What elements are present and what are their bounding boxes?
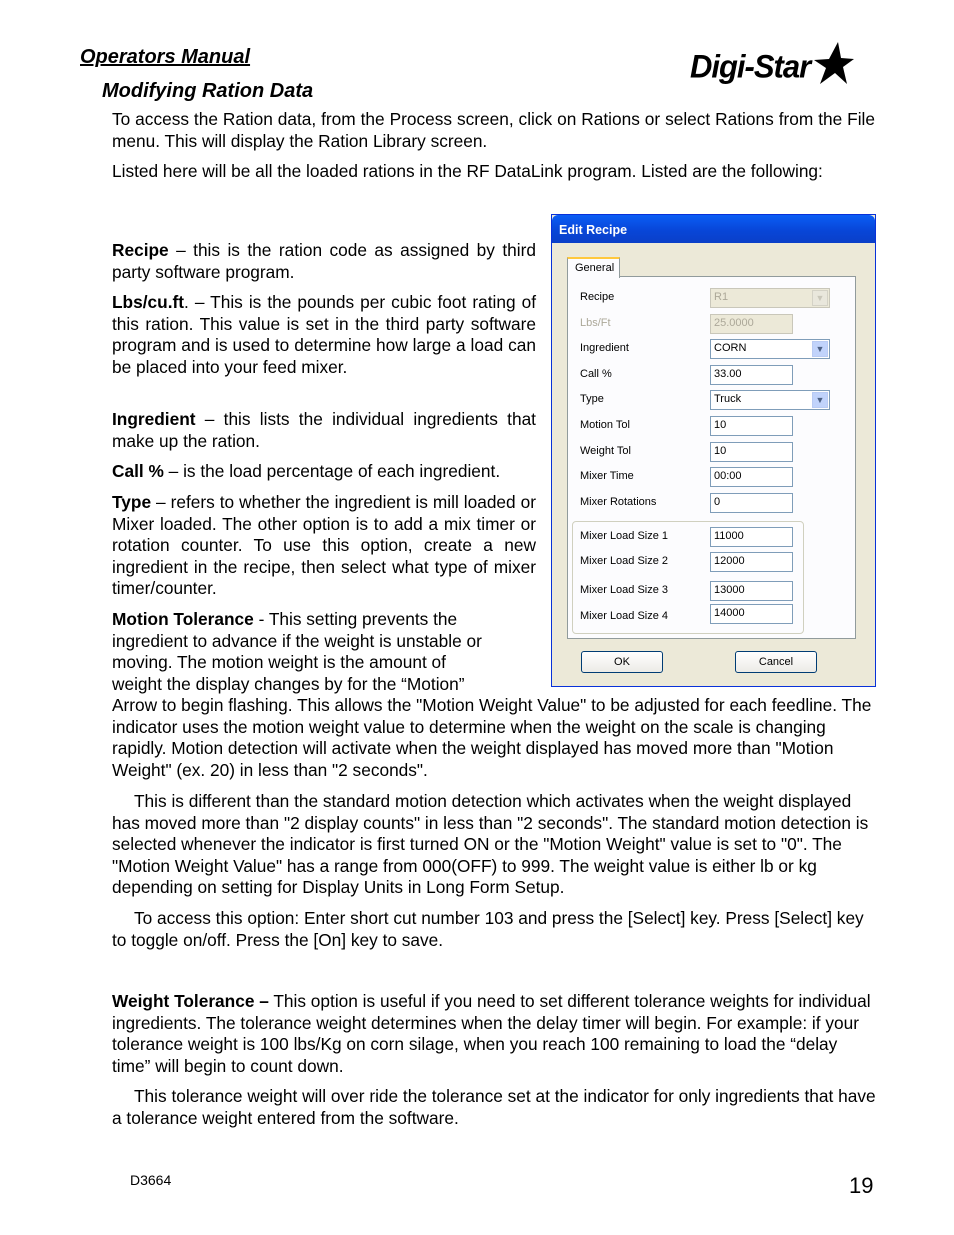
lbs-description <box>112 292 536 378</box>
ingredient-label: Ingredient <box>580 342 629 354</box>
star-icon <box>808 42 854 86</box>
weight-tolerance-text: This option is useful if you need to set different tolerance weights for individual ingredients. The tolerance weight determines when the delay timer will begin. For example: if your tolerance weight is 100 lbs/Kg on corn silage, when you reach 100 remaining to load the “delay time” will begin to count down. <box>112 991 871 1076</box>
dialog-title-bar <box>552 215 875 243</box>
cancel-button[interactable]: Cancel <box>735 651 817 673</box>
ingredient-text: – this lists the individual ingredients that make up the ration. <box>112 409 536 451</box>
edit-recipe-dialog <box>551 214 876 687</box>
call-text: – is the load percentage of each ingredient. <box>163 461 501 481</box>
mixer-load-4-label: Mixer Load Size 4 <box>580 610 669 622</box>
logo-text: Digi-Star <box>690 48 811 85</box>
mixer-load-1-label: Mixer Load Size 1 <box>580 530 669 542</box>
ingredient-select[interactable] <box>710 339 830 359</box>
weight-tolerance-paragraph <box>112 991 877 1077</box>
recipe-label: Recipe <box>580 291 615 303</box>
type-select[interactable] <box>710 390 830 410</box>
type-text: – refers to whether the ingredient is mill loaded or Mixer loaded. The other option is to add a mix timer or rotation counter. To use this option, create a new ingredient in the recipe, then select what type of mixer timer/counter. <box>112 492 536 599</box>
mixer-load-2-field[interactable]: 12000 <box>710 552 793 572</box>
lbs-text: . – This is the pounds per cubic foot rating of this ration. This value is set in the third party software program and is used to determine how large a load can be placed into your feed mixer. <box>112 292 536 377</box>
chevron-down-icon[interactable]: ▼ <box>812 341 828 357</box>
motion-tol-label: Motion Tol <box>580 419 630 431</box>
mixer-time-label: Mixer Time <box>580 470 634 482</box>
dialog-title: Edit Recipe <box>559 223 628 237</box>
access-option-paragraph: To access this option: Enter short cut number 103 and press the [Select] key. Press [Select] key to toggle on/off. Press the [On] key to save. <box>112 908 864 950</box>
lbs-ft-field: 25.0000 <box>710 314 793 334</box>
type-description <box>112 492 536 600</box>
motion-line-1 <box>112 609 542 631</box>
ingredient-description <box>112 409 536 452</box>
term-lbs: Lbs/cu.ft <box>112 292 185 312</box>
motion-line-4: weight the display changes by for the “Motion” <box>112 673 465 694</box>
recipe-select-value: R1 <box>714 291 729 303</box>
chevron-down-icon: ▼ <box>812 290 828 306</box>
mixer-load-1-field[interactable]: 11000 <box>710 527 793 547</box>
type-select-value: Truck <box>714 393 742 405</box>
motion-line-2: ingredient to advance if the weight is unstable or <box>112 630 482 651</box>
motion-description-head <box>112 609 542 695</box>
mixer-load-2-label: Mixer Load Size 2 <box>580 555 669 567</box>
motion-tol-field[interactable]: 10 <box>710 416 793 436</box>
motion-line-1-text: - This setting prevents the <box>253 609 458 629</box>
motion-line-3: moving. The motion weight is the amount of <box>112 652 446 673</box>
call-description <box>112 461 536 483</box>
intro-paragraph-2: Listed here will be all the loaded rations in the RF DataLink program. Listed are the following: <box>112 161 823 181</box>
intro-paragraph-1: To access the Ration data, from the Process screen, click on Rations or select Rations from the File menu. This will display the Ration Library screen. <box>112 109 875 151</box>
recipe-select <box>710 288 830 308</box>
page-number: 19 <box>849 1173 874 1198</box>
doc-code: D3664 <box>130 1172 172 1188</box>
lbs-ft-label: Lbs/Ft <box>580 317 611 329</box>
mixer-time-field[interactable]: 00:00 <box>710 467 793 487</box>
term-motion: Motion Tolerance <box>112 609 254 629</box>
term-recipe: Recipe <box>112 240 169 260</box>
term-weight-tolerance: Weight Tolerance – <box>112 991 269 1011</box>
term-ingredient: Ingredient <box>112 409 196 429</box>
mixer-load-4-field[interactable]: 14000 <box>710 604 793 624</box>
weight-tol-field[interactable]: 10 <box>710 442 793 462</box>
ingredient-select-value: CORN <box>714 342 747 354</box>
override-paragraph: This tolerance weight will over ride the tolerance set at the indicator for only ingredients that have a tolerance weight entered from the software. <box>112 1086 876 1128</box>
chevron-down-icon[interactable]: ▼ <box>812 392 828 408</box>
term-call: Call % <box>112 461 164 481</box>
section-title: Modifying Ration Data <box>102 80 314 102</box>
mixer-load-3-field[interactable]: 13000 <box>710 581 793 601</box>
recipe-description <box>112 240 536 283</box>
mixer-load-3-label: Mixer Load Size 3 <box>580 584 669 596</box>
tab-general[interactable]: General <box>567 257 620 278</box>
motion-description-rest: Arrow to begin flashing. This allows the "Motion Weight Value" to be adjusted for each feedline. The indicator uses the motion weight value to determine when the weight on the scale is changing rapidly. Motion detection will activate when the weight displayed has moved more than "Motion Weight" (ex. 20) in less than "2 seconds". <box>112 695 872 780</box>
mixer-rotations-label: Mixer Rotations <box>580 496 657 508</box>
type-label: Type <box>580 393 604 405</box>
standard-motion-paragraph: This is different than the standard motion detection which activates when the weight displayed has moved more than "2 display counts" in less than "2 seconds". The standard motion detection is selected whenever the indicator is first turned ON or the "Motion Weight" value is set to "0". The "Motion Weight Value" has a range from 000(OFF) to 999. The weight value is either lb or kg depending on setting for Display Units in Long Form Setup. <box>112 791 869 898</box>
digi-star-logo <box>690 42 860 88</box>
weight-tol-label: Weight Tol <box>580 445 631 457</box>
manual-title: Operators Manual <box>80 46 251 68</box>
ok-button[interactable]: OK <box>581 651 663 673</box>
call-field[interactable]: 33.00 <box>710 365 793 385</box>
term-type: Type <box>112 492 152 512</box>
mixer-rotations-field[interactable]: 0 <box>710 493 793 513</box>
recipe-text: – this is the ration code as assigned by third party software program. <box>112 240 536 282</box>
call-label: Call % <box>580 368 612 380</box>
